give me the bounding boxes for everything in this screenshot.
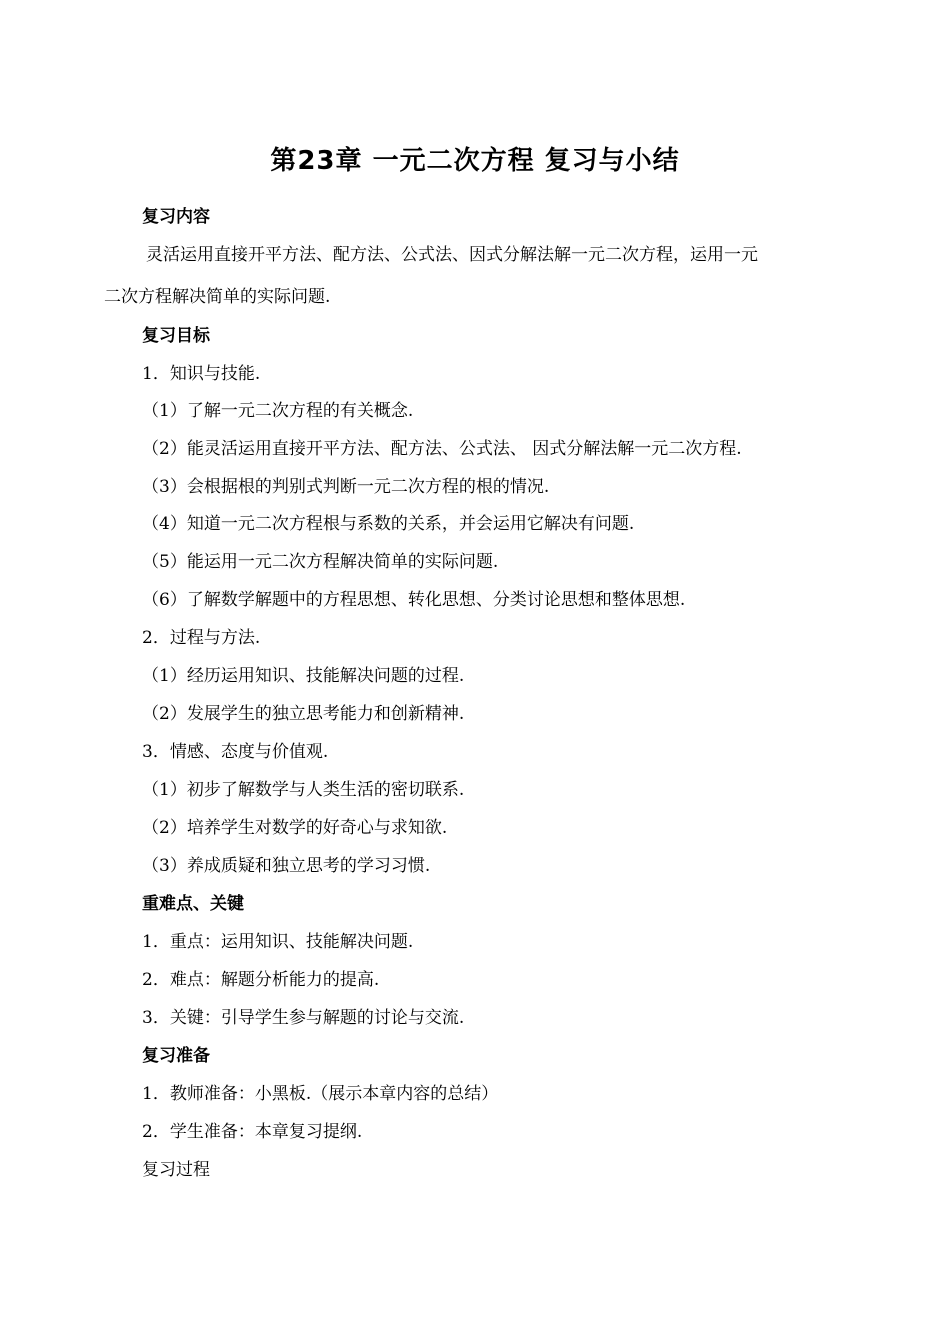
- list-item: 1．教师准备：小黑板.（展示本章内容的总结）: [142, 1084, 499, 1104]
- content-paragraph-line-1: 灵活运用直接开平方法、配方法、公式法、因式分解法解一元二次方程，运用一元: [146, 245, 758, 265]
- list-item: （5）能运用一元二次方程解决简单的实际问题.: [142, 552, 499, 572]
- section-heading-preparation: 复习准备: [142, 1046, 210, 1066]
- list-item: 3．关键：引导学生参与解题的讨论与交流.: [142, 1008, 465, 1028]
- list-item: （2）发展学生的独立思考能力和创新精神.: [142, 704, 465, 724]
- list-item: 1．重点：运用知识、技能解决问题.: [142, 932, 414, 952]
- list-item: 2．学生准备：本章复习提纲.: [142, 1122, 363, 1142]
- section-heading-key-points: 重难点、关键: [142, 894, 244, 914]
- list-item: （3）养成质疑和独立思考的学习习惯.: [142, 856, 431, 876]
- list-item: （6）了解数学解题中的方程思想、转化思想、分类讨论思想和整体思想.: [142, 590, 686, 610]
- list-item: （2）能灵活运用直接开平方法、配方法、公式法、 因式分解法解一元二次方程.: [142, 439, 742, 459]
- content-paragraph-line-2: 二次方程解决简单的实际问题.: [104, 287, 331, 307]
- list-item: （1）经历运用知识、技能解决问题的过程.: [142, 666, 465, 686]
- list-item: （1）了解一元二次方程的有关概念.: [142, 401, 414, 421]
- section-heading-content: 复习内容: [142, 207, 210, 227]
- list-item: （1）初步了解数学与人类生活的密切联系.: [142, 780, 465, 800]
- page-title: 第23章 一元二次方程 复习与小结: [270, 146, 680, 176]
- list-item: （4）知道一元二次方程根与系数的关系，并会运用它解决有问题.: [142, 514, 635, 534]
- goals-attitude-label: 3．情感、态度与价值观.: [142, 742, 329, 762]
- goals-knowledge-label: 1．知识与技能.: [142, 364, 261, 384]
- list-item: （3）会根据根的判别式判断一元二次方程的根的情况.: [142, 477, 550, 497]
- section-heading-goals: 复习目标: [142, 326, 210, 346]
- list-item: 2．难点：解题分析能力的提高.: [142, 970, 380, 990]
- section-heading-process: 复习过程: [142, 1160, 210, 1180]
- goals-process-label: 2．过程与方法.: [142, 628, 261, 648]
- list-item: （2）培养学生对数学的好奇心与求知欲.: [142, 818, 448, 838]
